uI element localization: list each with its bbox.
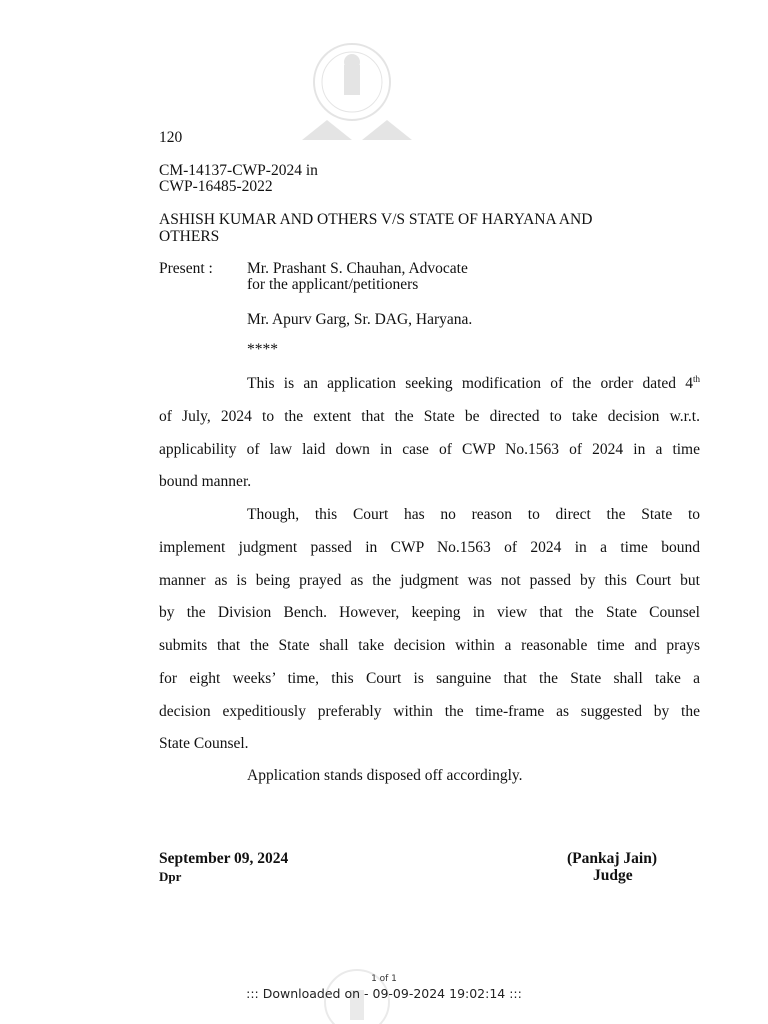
- para1-ordinal-suffix: th: [692, 373, 700, 384]
- para3-line1: Application stands disposed off accordingly.: [247, 767, 523, 784]
- judge-designation: Judge: [593, 867, 633, 884]
- petitioner-counsel-role: for the applicant/petitioners: [247, 276, 419, 293]
- para2-line1: Though, this Court has no reason to direct the State to: [247, 506, 700, 523]
- separator-stars: ****: [247, 341, 278, 358]
- para1-line1-text: This is an application seeking modification of the order dated 4: [247, 375, 693, 392]
- case-title-line1: ASHISH KUMAR AND OTHERS V/S STATE OF HARYANA AND: [159, 211, 593, 228]
- para1-line4: bound manner.: [159, 473, 252, 490]
- state-counsel: Mr. Apurv Garg, Sr. DAG, Haryana.: [247, 311, 473, 328]
- typist-initials: Dpr: [159, 869, 182, 884]
- case-title-line2: OTHERS: [159, 228, 220, 245]
- case-number-petition: CWP-16485-2022: [159, 178, 273, 195]
- para1-line3: applicability of law laid down in case of CWP No.1563 of 2024 in a time: [159, 441, 700, 458]
- petitioner-counsel: Mr. Prashant S. Chauhan, Advocate: [247, 260, 468, 277]
- cause-list-serial: 120: [159, 129, 183, 146]
- para1-line2: of July, 2024 to the extent that the State be directed to take decision w.r.t.: [159, 408, 700, 425]
- para2-line3: manner as is being prayed as the judgment was not passed by this Court but: [159, 572, 700, 589]
- para2-line8: State Counsel.: [159, 735, 249, 752]
- para2-line2: implement judgment passed in CWP No.1563 of 2024 in a time bound: [159, 539, 700, 556]
- para1-line1: [247, 375, 700, 392]
- page-count: 1 of 1: [371, 974, 397, 984]
- para2-line5: submits that the State shall take decision within a reasonable time and prays: [159, 637, 700, 654]
- para2-line7: decision expeditiously preferably within the time-frame as suggested by the: [159, 703, 700, 720]
- para2-line6: for eight weeks’ time, this Court is sanguine that the State shall take a: [159, 670, 700, 687]
- para2-line4: by the Division Bench. However, keeping in view that the State Counsel: [159, 604, 700, 621]
- court-emblem-watermark: [282, 40, 422, 140]
- present-label: Present :: [159, 260, 213, 277]
- judge-name: (Pankaj Jain): [567, 850, 657, 867]
- case-number-application: CM-14137-CWP-2024 in: [159, 162, 318, 179]
- order-date: September 09, 2024: [159, 850, 289, 867]
- download-timestamp: ::: Downloaded on - 09-09-2024 19:02:14 :::: [246, 986, 522, 1001]
